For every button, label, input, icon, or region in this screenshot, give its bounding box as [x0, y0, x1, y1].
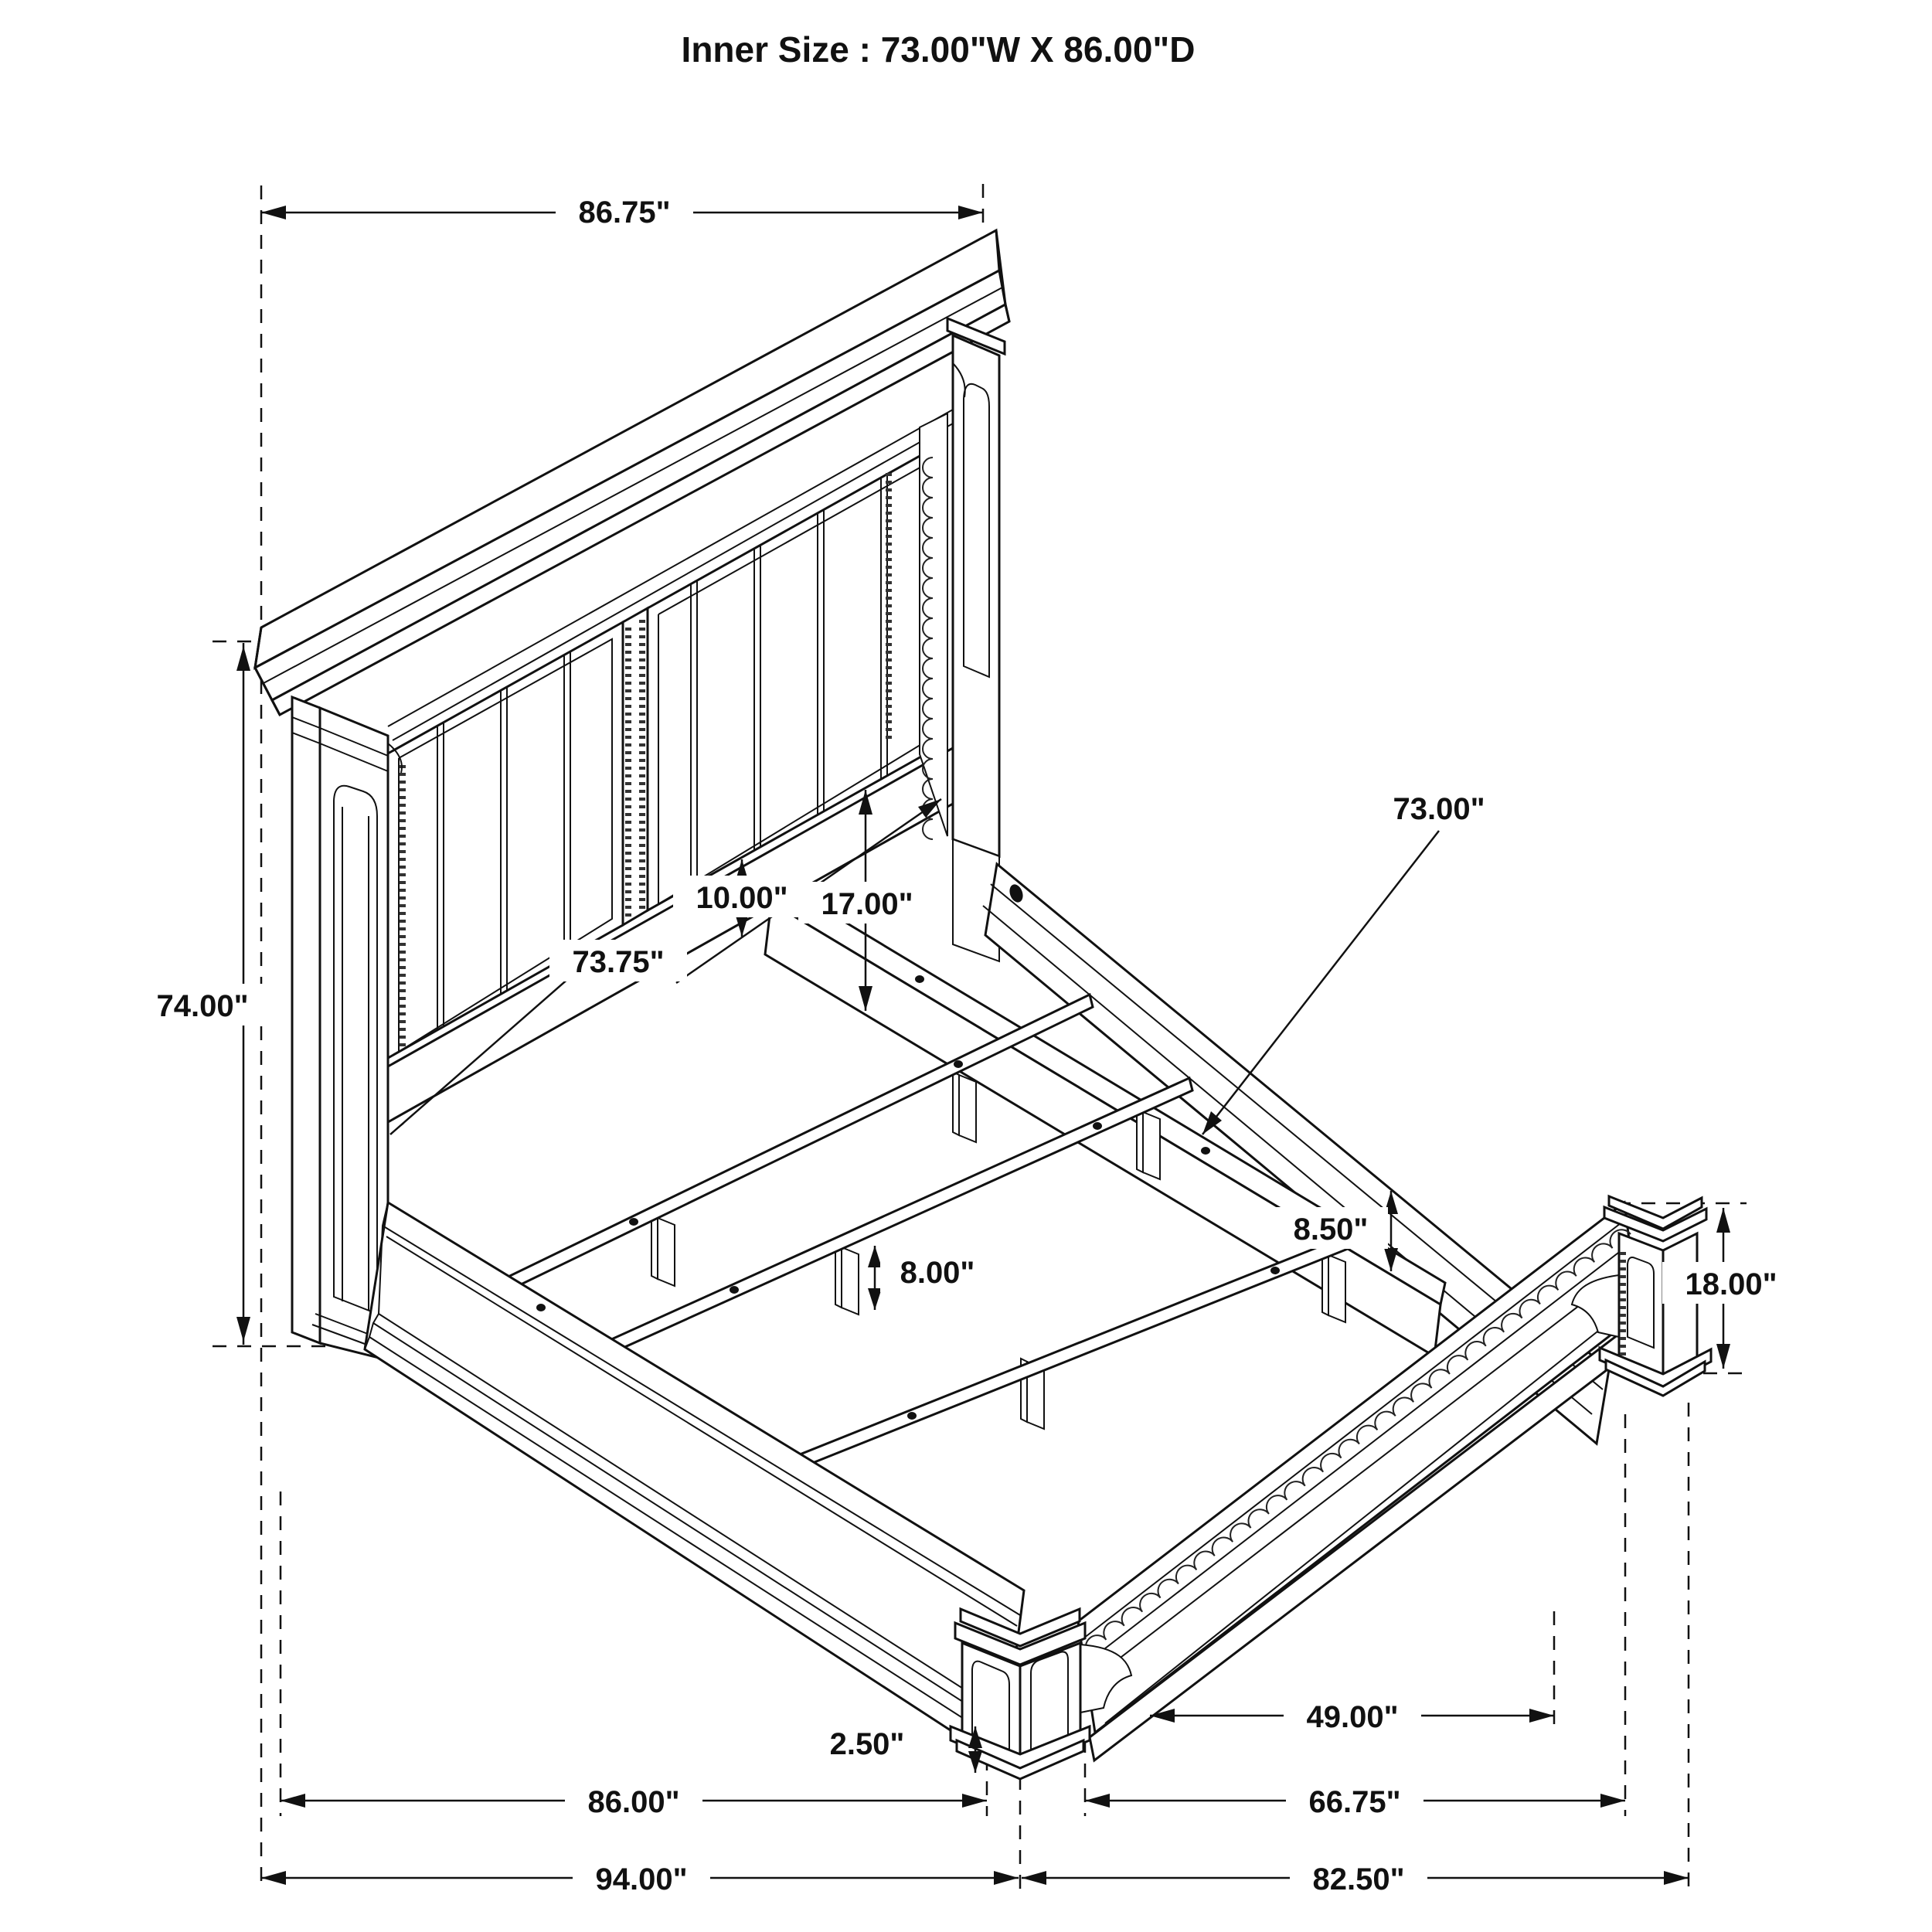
leg — [953, 1072, 976, 1142]
label-footboard-outer-width: 82.50" — [1312, 1862, 1405, 1896]
label-frame-length: 86.00" — [587, 1785, 680, 1819]
dim-slat-length — [1202, 831, 1439, 1134]
label-slat-length: 73.00" — [1393, 792, 1485, 826]
label-rail-height: 8.50" — [1293, 1213, 1369, 1247]
right-post-front-face — [953, 335, 999, 856]
label-panel-to-rail: 10.00" — [696, 881, 788, 915]
label-footboard-panel-width: 49.00" — [1306, 1700, 1399, 1734]
label-base-molding: 2.50" — [829, 1727, 905, 1761]
leg — [1137, 1109, 1160, 1179]
leg — [651, 1215, 675, 1286]
label-headboard-width: 86.75" — [578, 196, 671, 230]
leg — [1322, 1252, 1345, 1322]
label-leg-height: 8.00" — [900, 1256, 975, 1290]
headboard — [255, 230, 1009, 1360]
label-footboard-height: 18.00" — [1685, 1267, 1777, 1301]
label-headboard-height: 74.00" — [156, 989, 249, 1023]
label-panel-to-slat: 17.00" — [821, 887, 913, 921]
label-panel-inner-width: 73.75" — [572, 945, 665, 979]
footboard-base-molding — [1090, 1317, 1646, 1760]
left-post-side-face — [292, 697, 320, 1343]
leg — [835, 1244, 859, 1315]
label-footboard-inner-width: 66.75" — [1308, 1785, 1401, 1819]
dim-leg-height — [868, 1246, 882, 1310]
label-overall-length: 94.00" — [595, 1862, 688, 1896]
page-title: Inner Size : 73.00"W X 86.00"D — [681, 29, 1196, 70]
